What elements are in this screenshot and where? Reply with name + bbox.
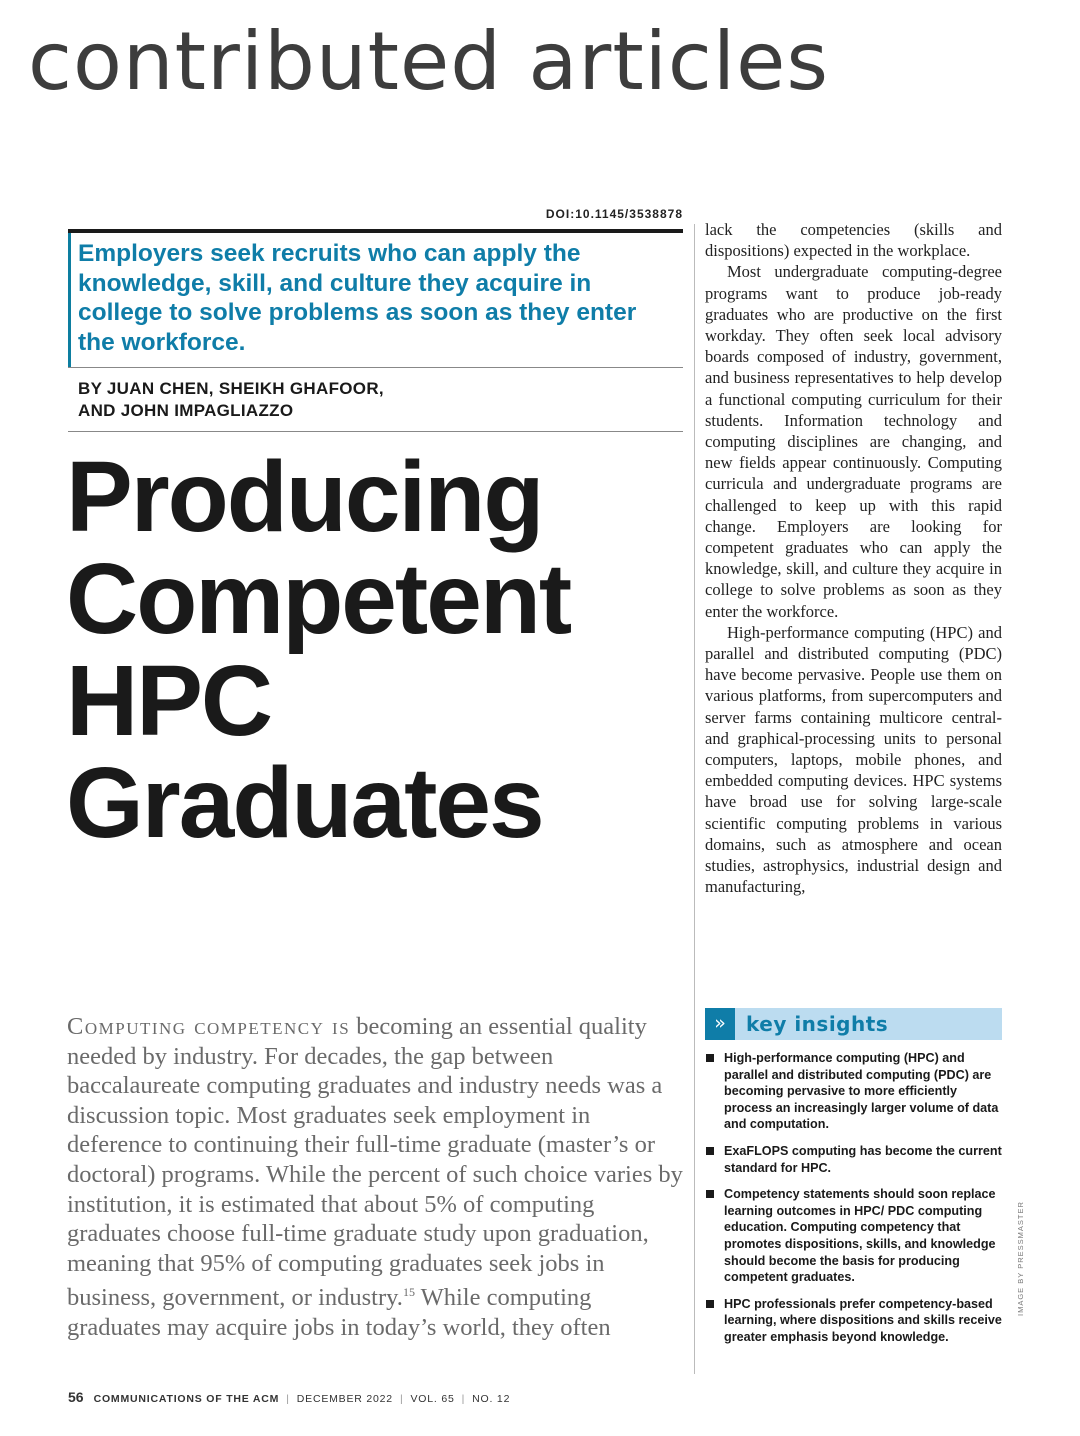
key-insights-list [705, 1050, 1005, 1356]
body-paragraph: High-performance computing (HPC) and parallel and distributed computing (PDC) have become pervasive. People use them on various platforms, from supercomputers and server farms containing multicore central- and graphical-processing units to personal computers, laptops, mobile phones, and embedded computing devices. HPC systems have broad use for solving large-scale scientific computing problems in various domains, such as atmosphere and ocean studies, astrophysics, industrial design and manufacturing, [705, 622, 1002, 897]
lede-paragraph [67, 1012, 687, 1343]
byline-line-1: BY JUAN CHEN, SHEIKH GHAFOOR, [78, 379, 384, 398]
article-title [66, 441, 686, 859]
square-bullet-icon [706, 1054, 714, 1062]
list-item [705, 1296, 1005, 1346]
footer-separator: | [286, 1393, 290, 1405]
footer-separator: | [461, 1393, 466, 1405]
body-column [705, 219, 1002, 898]
title-line: Competent [66, 543, 571, 655]
list-item [705, 1143, 1005, 1176]
title-line: Graduates [66, 747, 543, 859]
deck-box [68, 233, 683, 367]
column-divider [694, 224, 695, 1374]
lede-text-end: While computing graduates may acquire jobs in today’s world, they often [67, 1284, 611, 1342]
insight-text: High-performance computing (HPC) and parallel and distributed computing (PDC) are becoming pervasive to more efficiently process an increasingly larger volume of data and computation. [724, 1051, 999, 1132]
image-credit: IMAGE BY PRESSMASTER [1016, 1201, 1025, 1316]
volume: VOL. 65 [410, 1393, 455, 1405]
byline-bottom-rule [68, 431, 683, 432]
lede-text: becoming an essential quality needed by industry. For decades, the gap between baccalaureate computing graduates and industry needs was a discussion topic. Most graduates seek employment in deference to continuing their full-time graduate (master’s or doctoral) programs. While the percent of such choice varies by institution, it is estimated that about 5% of computing graduates choose full-time graduate study upon graduation, meaning that 95% of computing graduates seek jobs in business, government, or industry. [67, 1013, 683, 1312]
section-title: contributed articles [28, 15, 830, 108]
list-item [705, 1050, 1005, 1133]
lede-smallcaps: Computing competency is [67, 1013, 351, 1040]
key-insights-header [705, 1008, 1002, 1040]
deck-text: Employers seek recruits who can apply the knowledge, skill, and culture they acquire in college to solve problems as soon as they enter the workforce. [78, 240, 637, 356]
issue-date: DECEMBER 2022 [296, 1393, 393, 1405]
byline [78, 378, 678, 422]
doi-label: DOI:10.1145/3538878 [545, 207, 683, 221]
page-footer [68, 1389, 510, 1405]
page-number: 56 [68, 1389, 84, 1405]
double-chevron-icon: » [705, 1008, 735, 1040]
title-line: HPC [66, 645, 272, 757]
square-bullet-icon [706, 1190, 714, 1198]
byline-line-2: AND JOHN IMPAGLIAZZO [78, 401, 294, 420]
body-paragraph: lack the competencies (skills and dispositions) expected in the workplace. [705, 220, 1002, 261]
magazine-name: COMMUNICATIONS OF THE ACM [93, 1393, 280, 1405]
byline-top-rule [68, 367, 683, 368]
issue-number: NO. 12 [472, 1393, 511, 1405]
insight-text: Competency statements should soon replace learning outcomes in HPC/ PDC computing education. Computing competency that promotes dispositions, skills, and knowledge should become the basis for producing competent graduates. [724, 1187, 996, 1285]
title-line: Producing [66, 441, 543, 553]
square-bullet-icon [706, 1147, 714, 1155]
body-paragraph: Most undergraduate computing-degree programs want to produce job-ready graduates who are productive on the first workday. They often seek local advisory boards composed of industry, government, and business representatives to help develop a functional computing curriculum for their students. Information technology and computing disciplines are changing, and new fields appear continuously. Computing curricula and undergraduate programs are challenged to keep up with this rapid change. Employers are looking for competent graduates who can apply the knowledge, skill, and culture they acquire in college to solve problems as soon as they enter the workforce. [705, 262, 1002, 621]
footer-separator: | [399, 1393, 404, 1405]
insight-text: HPC professionals prefer competency-based learning, where dispositions and skills receive greater emphasis beyond knowledge. [724, 1296, 1002, 1344]
footnote-ref: 15 [402, 1285, 415, 1300]
insight-text: ExaFLOPS computing has become the current standard for HPC. [724, 1143, 1002, 1175]
key-insights-title: key insights [746, 1012, 889, 1036]
square-bullet-icon [706, 1300, 714, 1308]
list-item [705, 1186, 1005, 1286]
